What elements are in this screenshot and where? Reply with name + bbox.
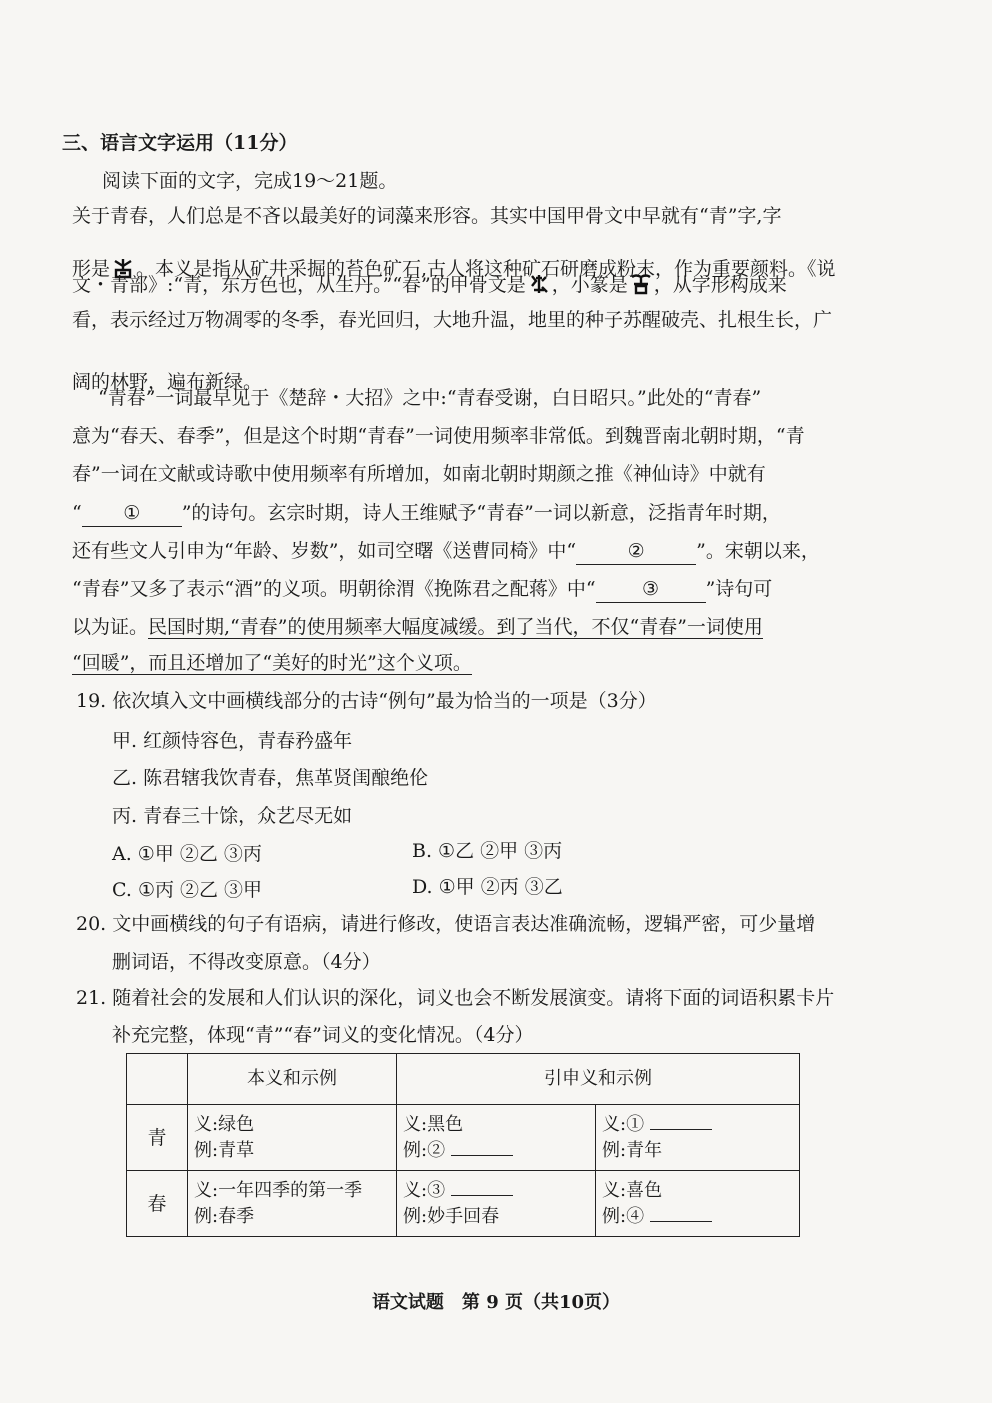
oracle-bone-chun-glyph-icon: [528, 273, 550, 295]
passage-line: [72, 650, 472, 676]
passage-line: 看，表示经过万物凋零的冬季，春光回归，大地升温，地里的种子苏醒破壳、扎根生长，广: [72, 309, 833, 331]
passage-line: 意为“春天、春季”，但是这个时期“青春”一词使用频率非常低。到魏晋南北朝时期，“青: [72, 425, 805, 447]
passage-text: ，从字形构成来: [653, 274, 787, 296]
answer-blank-2[interactable]: [451, 1155, 513, 1156]
cell-example-label: 例:④: [602, 1205, 645, 1227]
passage-text: 文・青部》:“青，东方色也，从生丹。”“春”的甲骨文是: [72, 274, 526, 296]
cell-meaning: [403, 1178, 589, 1204]
fill-blank-2[interactable]: ②: [576, 538, 696, 565]
passage-line: [72, 614, 763, 640]
q19-choice-a[interactable]: A. ①甲 ②乙 ③丙: [112, 843, 262, 865]
table-cell: [596, 1171, 800, 1237]
answer-blank-1[interactable]: [650, 1129, 712, 1130]
q19-choice-d[interactable]: D. ①甲 ②丙 ③乙: [412, 876, 563, 898]
q19-choice-c[interactable]: C. ①丙 ②乙 ③甲: [112, 879, 263, 901]
seal-script-chun-glyph-icon: [630, 273, 652, 295]
passage-text: 。本义是指从矿井采掘的苔色矿石,古人将这种矿石研磨成粉末，作为重要颜料。《说: [136, 258, 836, 280]
q19-stem: 19. 依次填入文中画横线部分的古诗“例句”最为恰当的一项是（3分）: [76, 690, 657, 712]
passage-text: 以为证。: [72, 616, 149, 638]
q20-stem: 20. 文中画横线的句子有语病，请进行修改，使语言表达准确流畅，逻辑严密，可少量增: [76, 913, 816, 935]
cell-example: 例:春季: [194, 1205, 255, 1227]
cell-example: 例:青草: [194, 1139, 255, 1161]
q19-option-yi: 乙. 陈君辖我饮青春，焦革贤闺酿绝伦: [112, 767, 429, 789]
underlined-sentence: “回暖”，而且还增加了“美好的时光”这个义项。: [72, 652, 472, 674]
passage-text: ”的诗句。玄宗时期，诗人王维赋予“青春”一词以新意，泛指青年时期，: [181, 502, 781, 524]
passage-line: 春”一词在文献或诗歌中使用频率有所增加，如南北朝时期颜之推《神仙诗》中就有: [72, 463, 766, 485]
underlined-sentence: 民国时期,“青春”的使用频率大幅度减缓。到了当代，不仅“青春”一词使用: [148, 616, 763, 638]
passage-text: ”诗句可: [705, 578, 773, 600]
q21-stem: 21. 随着社会的发展和人们认识的深化，词义也会不断发展演变。请将下面的词语积累卡片: [76, 987, 835, 1009]
answer-blank-4[interactable]: [650, 1221, 712, 1222]
table-cell: [188, 1171, 397, 1237]
q19-choice-b[interactable]: B. ①乙 ②甲 ③丙: [412, 840, 563, 862]
passage-text: “: [72, 502, 82, 524]
passage-line: [72, 500, 781, 527]
table-corner: [127, 1054, 188, 1105]
passage-line: 阔的林野，遍布新绿。: [72, 371, 263, 393]
passage-line: “青春”一词最早见于《楚辞・大招》之中:“青春受谢，白日昭只。”此处的“青春”: [98, 387, 762, 409]
cell-meaning: 义:喜色: [602, 1179, 663, 1201]
passage-line: [72, 576, 772, 603]
cell-meaning-label: 义:③: [403, 1179, 446, 1201]
q19-option-bing: 丙. 青春三十馀，众艺尽无如: [112, 805, 353, 827]
passage-line: 关于青春，人们总是不吝以最美好的词藻来形容。其实中国甲骨文中早就有“青”字,字: [72, 205, 782, 227]
q21-stem: 补充完整，体现“青”“春”词义的变化情况。（4分）: [112, 1024, 534, 1046]
cell-example-label: 例:②: [403, 1139, 446, 1161]
q20-stem: 删词语，不得改变原意。（4分）: [112, 951, 381, 973]
passage-text: “青春”又多了表示“酒”的义项。明朝徐渭《挽陈君之配蒋》中“: [72, 578, 596, 600]
cell-meaning: 义:绿色: [194, 1113, 255, 1135]
vocabulary-card-table: [126, 1053, 800, 1237]
cell-meaning: 义:一年四季的第一季: [194, 1179, 363, 1201]
fill-blank-1[interactable]: ①: [82, 500, 182, 527]
table-cell: [188, 1105, 397, 1171]
cell-meaning-label: 义:①: [602, 1113, 645, 1135]
q19-option-jia: 甲. 红颜恃容色，青春矜盛年: [112, 730, 353, 752]
passage-text: ，小篆是: [551, 274, 628, 296]
passage-line: [72, 272, 787, 298]
cell-example: 例:青年: [602, 1139, 663, 1161]
column-header-original: 本义和示例: [188, 1054, 397, 1105]
answer-blank-3[interactable]: [451, 1195, 513, 1196]
cell-example: [403, 1138, 589, 1164]
cell-meaning: 义:黑色: [403, 1113, 464, 1135]
table-cell: [596, 1105, 800, 1171]
fill-blank-3[interactable]: ③: [596, 576, 706, 603]
passage-intro: 阅读下面的文字，完成19～21题。: [102, 170, 398, 192]
passage-line: [72, 538, 820, 565]
table-cell: [397, 1105, 596, 1171]
passage-text: ”。宋朝以来，: [696, 540, 820, 562]
row-header-chun: 春: [127, 1171, 188, 1237]
cell-example: 例:妙手回春: [403, 1205, 500, 1227]
cell-meaning: [602, 1112, 793, 1138]
row-header-qing: 青: [127, 1105, 188, 1171]
column-header-extended: 引申义和示例: [397, 1054, 800, 1105]
passage-text: 还有些文人引申为“年龄、岁数”，如司空曙《送曹同椅》中“: [72, 540, 577, 562]
passage-text: 形是: [72, 258, 111, 280]
cell-example: [602, 1204, 793, 1230]
table-cell: [397, 1171, 596, 1237]
page-footer: 语文试题 第 9 页（共10页）: [371, 1292, 621, 1313]
section-title: 三、语言文字运用（11分）: [62, 132, 298, 154]
